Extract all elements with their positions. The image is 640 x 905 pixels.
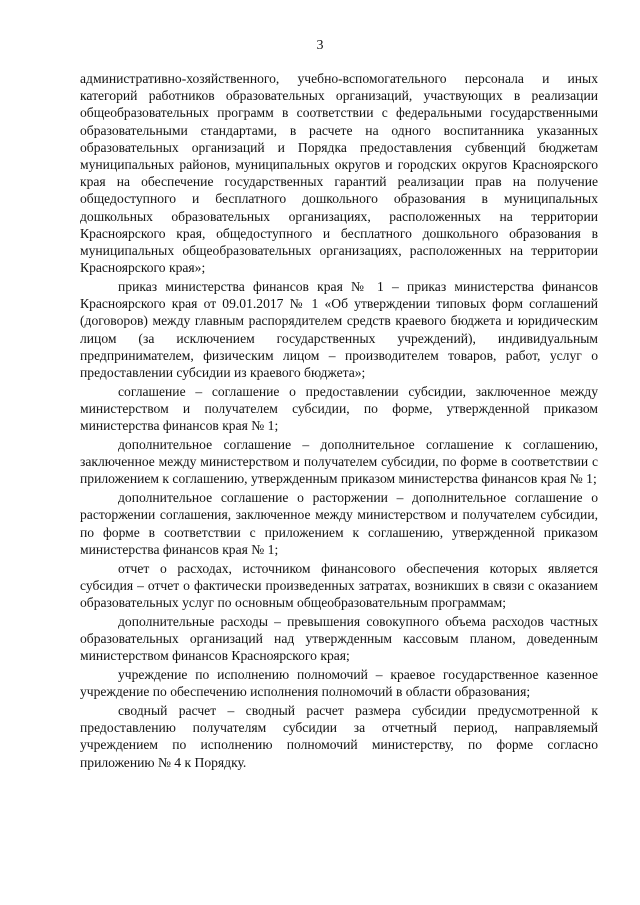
- paragraph-agreement-definition: соглашение – соглашение о предоставлении субсидии, заключенное между министерством и получателем субсидии, по форме, утвержденной приказом министерства финансов края № 1;: [80, 383, 598, 434]
- paragraph-additional-expenses-definition: дополнительные расходы – превышения совокупного объема расходов частных образовательных организаций над утвержденным кассовым планом, доведенным министерством финансов Красноярского края;: [80, 613, 598, 664]
- page-number: 3: [316, 38, 324, 53]
- paragraph-supplementary-agreement-definition: дополнительное соглашение – дополнительное соглашение к соглашению, заключенное между министерством и получателем субсидии, по форме в соответствии с приложением к соглашению, утвержденным приказом министерства финансов края № 1;: [80, 437, 598, 487]
- paragraph-expense-report-definition: отчет о расходах, источником финансового обеспечения которых является субсидия – отчет о фактически произведенных затратах, возникших в связи с оказанием образовательных услуг по основным общеобразовательным программам;: [80, 560, 598, 611]
- paragraph-continuation: административно-хозяйственного, учебно-вспомогательного персонала и иных категорий работников образовательных организаций, участвующих в реализации общеобразовательных программ в соответствии с федеральными государственными образовательными стандартами, в расчете на одного воспитанника указанных образовательных организаций и Порядка предоставления субвенций бюджетам муниципальных районов, муниципальных округов и городских округов Красноярского края на обеспечение государственных гарантий реализации прав на получение общедоступного и бесплатного дошкольного образования в муниципальных дошкольных образовательных организациях, расположенных на территории Красноярского края, общедоступного и бесплатного дошкольного образования в муниципальных общеобразовательных организациях, расположенных на территории Красноярского края»;: [80, 71, 598, 276]
- paragraph-finance-order-definition: приказ министерства финансов края № 1 – приказ министерства финансов Красноярского края от 09.01.2017 № 1 «Об утверждении типовых форм соглашений (договоров) между главным распорядителем средств краевого бюджета и юридическим лицом (за исключением государственных учреждений), индивидуальным предпринимателем, физическим лицом – производителем товаров, работ, услуг о предоставлении субсидии из краевого бюджета»;: [80, 279, 598, 381]
- document-body: [80, 70, 598, 772]
- paragraph-summary-calculation-definition: сводный расчет – сводный расчет размера субсидии предусмотренной к предоставлению получателям субсидии за отчетный период, направляемый учреждением по исполнению полномочий министерству, по форме согласно приложению № 4 к Порядку.: [80, 703, 598, 770]
- paragraph-institution-definition: учреждение по исполнению полномочий – краевое государственное казенное учреждение по обеспечению исполнения полномочий в области образования;: [80, 667, 598, 700]
- paragraph-termination-agreement-definition: дополнительное соглашение о расторжении – дополнительное соглашение о расторжении соглашения, заключенное между министерством и получателем субсидии, по форме в соответствии с приложением к соглашению, утвержденной приказом министерства финансов края № 1;: [80, 490, 598, 557]
